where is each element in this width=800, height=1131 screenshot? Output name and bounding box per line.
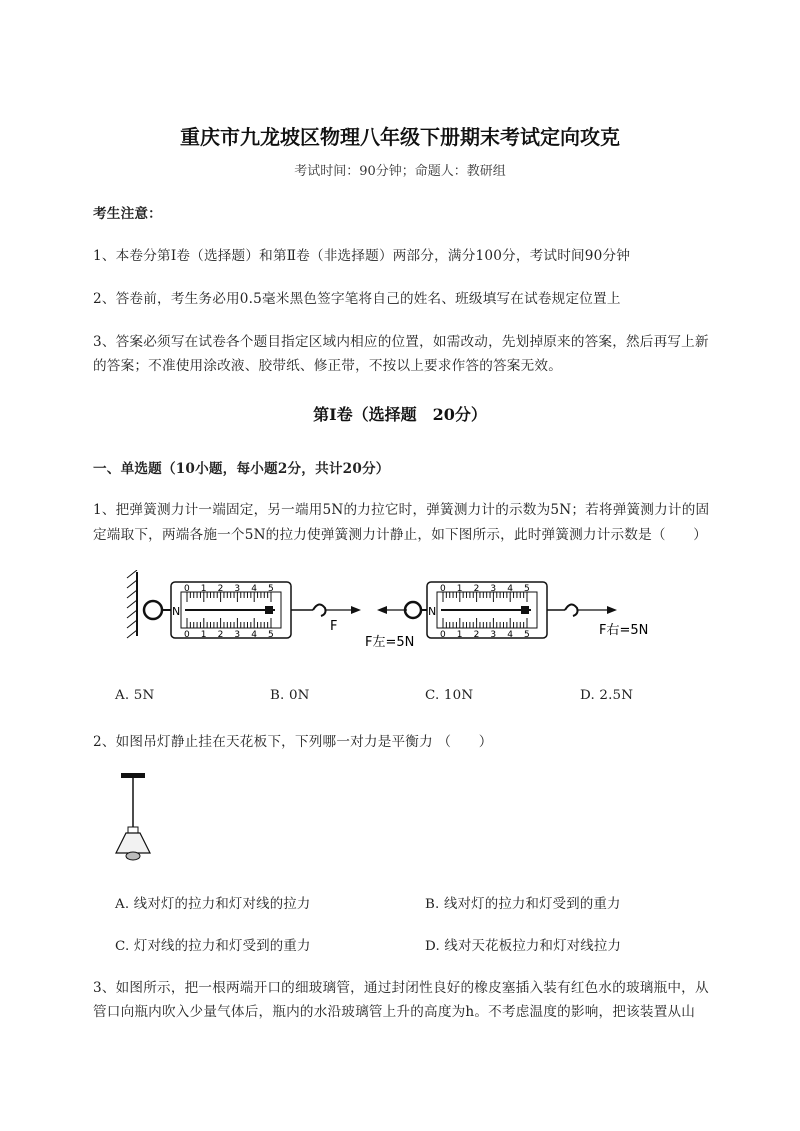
q1-option-b[interactable]: B. 0N xyxy=(270,688,310,703)
q2-option-d[interactable]: D. 线对天花板拉力和灯对线拉力 xyxy=(425,939,622,954)
wall-hatch xyxy=(127,570,137,638)
scale-tick-label: 2 xyxy=(473,630,480,640)
scale-tick-label: 0 xyxy=(184,630,190,640)
question-3-line-1: 3、如图所示，把一根两端开口的细玻璃管，通过封闭性良好的橡皮塞插入装有红色水的玻璃瓶中，从 xyxy=(93,980,709,996)
scale-tick-label: 5 xyxy=(268,630,274,640)
hanging-lamp-figure xyxy=(110,773,160,865)
scale-tick-label: 0 xyxy=(440,630,446,640)
scale-tick-label: 4 xyxy=(507,630,513,640)
scale-tick-label: 1 xyxy=(456,630,463,640)
scale-tick-label: 4 xyxy=(507,584,513,594)
exam-info: 考试时间：90分钟；命题人：教研组 xyxy=(294,164,506,179)
section-title: 第I卷（选择题 20分） xyxy=(313,405,487,424)
label-f-right: F右=5N xyxy=(599,623,649,638)
scale-unit-right: N xyxy=(428,605,437,618)
scale-tick-label: 1 xyxy=(200,630,207,640)
lamp-shade-icon xyxy=(116,833,150,853)
question-1-line-1: 1、把弹簧测力计一端固定，另一端用5N的力拉它时，弹簧测力计的示数为5N；若将弹簧测力计的固 xyxy=(93,502,710,518)
notice-heading: 考生注意： xyxy=(93,206,162,222)
q2-option-c[interactable]: C. 灯对线的拉力和灯受到的重力 xyxy=(115,939,311,954)
scale-tick-label: 1 xyxy=(456,584,463,594)
q1-option-a[interactable]: A. 5N xyxy=(115,688,155,703)
scale-tick-label: 3 xyxy=(490,584,497,594)
spring-scale-right xyxy=(377,582,617,638)
scale-tick-label: 2 xyxy=(217,630,224,640)
q1-option-d[interactable]: D. 2.5N xyxy=(580,688,634,703)
question-2: 2、如图吊灯静止挂在天花板下，下列哪一对力是平衡力 （ ） xyxy=(93,734,493,750)
scale-tick-label: 3 xyxy=(234,630,241,640)
scale-tick-label: 1 xyxy=(200,584,207,594)
notice-item-3-cont: 的答案；不准使用涂改液、胶带纸、修正带，不按以上要求作答的答案无效。 xyxy=(93,358,562,374)
scale-tick-label: 5 xyxy=(524,630,530,640)
scale-tick-label: 3 xyxy=(234,584,241,594)
notice-item-2: 2、答卷前，考生务必用0.5毫米黑色签字笔将自己的姓名、班级填写在试卷规定位置上 xyxy=(93,291,621,307)
q1-option-c[interactable]: C. 10N xyxy=(425,688,474,703)
scale-tick-label: 0 xyxy=(440,584,446,594)
q2-option-a[interactable]: A. 线对灯的拉力和灯对线的拉力 xyxy=(115,897,311,912)
part-heading: 一、单选题（10小题，每小题2分，共计20分） xyxy=(93,461,390,477)
scale-unit-left: N xyxy=(172,605,181,618)
scale-tick-label: 4 xyxy=(251,630,257,640)
notice-item-1: 1、本卷分第I卷（选择题）和第Ⅱ卷（非选择题）两部分，满分100分，考试时间90分钟 xyxy=(93,248,631,264)
scale-tick-label: 2 xyxy=(217,584,224,594)
scale-tick-label: 5 xyxy=(268,584,274,594)
scale-tick-label: 5 xyxy=(524,584,530,594)
scale-tick-label: 4 xyxy=(251,584,257,594)
page-title: 重庆市九龙坡区物理八年级下册期末考试定向攻克 xyxy=(180,125,620,149)
label-f-left: F左=5N xyxy=(365,635,415,650)
notice-item-3: 3、答案必须写在试卷各个题目指定区域内相应的位置，如需改动，先划掉原来的答案，然后再写上新 xyxy=(93,334,709,350)
question-1-line-2: 定端取下，两端各施一个5N的拉力使弹簧测力计静止，如下图所示，此时弹簧测力计示数是（ ） xyxy=(93,527,708,543)
question-3-line-2: 管口向瓶内吹入少量气体后，瓶内的水沿玻璃管上升的高度为h。不考虑温度的影响，把该装置从山 xyxy=(93,1004,696,1020)
ceiling-icon xyxy=(121,773,145,778)
spring-scale-figure xyxy=(125,570,665,650)
scale-tick-label: 0 xyxy=(184,584,190,594)
label-f: F xyxy=(330,619,338,634)
scale-tick-label: 3 xyxy=(490,630,497,640)
q2-option-b[interactable]: B. 线对灯的拉力和灯受到的重力 xyxy=(425,897,621,912)
bulb-icon xyxy=(126,852,140,860)
scale-tick-label: 2 xyxy=(473,584,480,594)
